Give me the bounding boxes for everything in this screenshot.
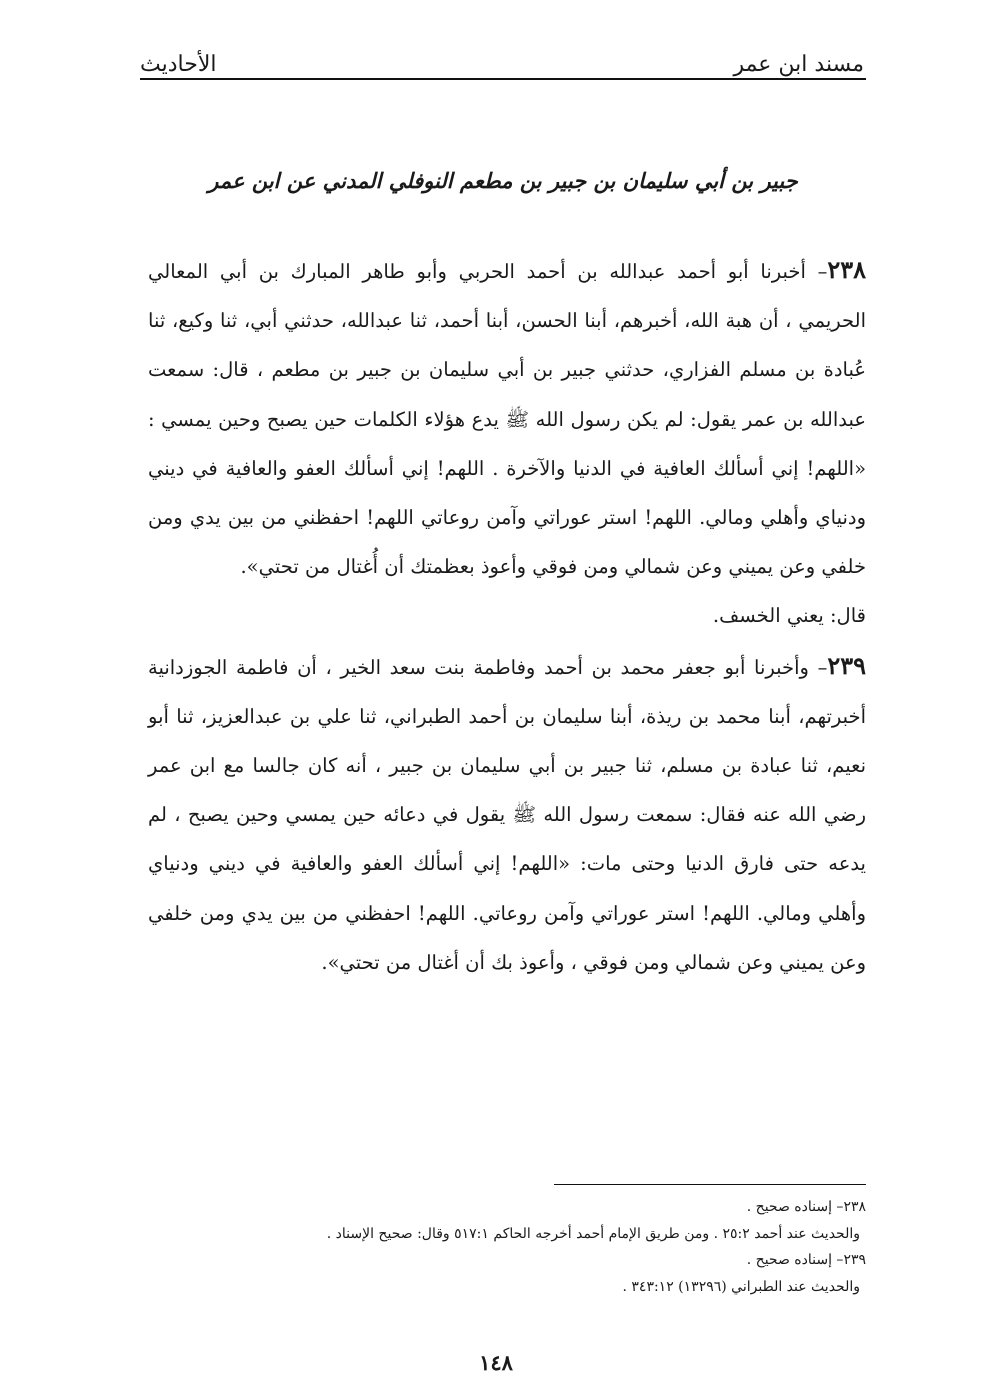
footnote-rule (554, 1184, 866, 1185)
footnote-239-source: والحديث عند الطبراني (١٣٢٩٦) ٣٤٣:١٢ . (622, 1278, 860, 1295)
hadith-text: – وأخبرنا أبو جعفر محمد بن أحمد وفاطمة بنت سعد الخير ، أن فاطمة الجوزدانية أخبرتهم، أبنا محمد بن ريذة، أبنا سليمان بن أحمد الطبراني، ثنا علي بن عبدالعزيز، ثنا أبو نعيم، ثنا عبادة بن مسلم، ثنا جبير بن أبي سليمان بن جبير ، أنه كان جالسا مع ابن عمر رضي الله عنه فقال: سمعت رسول الله ﷺ يقول في دعائه حين يمسي وحين يصبح ، لم يدعه حتى فارق الدنيا وحتى مات: «اللهم! إني أسألك العفو والعافية في ديني ودنياي وأهلي ومالي. اللهم! استر عوراتي وآمن روعاتي. اللهم! احفظني من بين يدي ومن خلفي وعن يميني وعن شمالي ومن فوقي ، وأعوذ بك أن أغتال من تحتي». (148, 655, 866, 974)
page-number: ١٤٨ (479, 1350, 513, 1375)
hadith-number: ٢٣٨ (827, 255, 866, 284)
book-title: مسند ابن عمر (733, 52, 864, 77)
footnote-238-source: والحديث عند أحمد ٢٥:٢ . ومن طريق الإمام أحمد أخرجه الحاكم ٥١٧:١ وقال: صحيح الإسناد . (326, 1225, 860, 1242)
header-rule (140, 78, 866, 80)
hadith-239 (148, 641, 866, 987)
footnote-239-grade: ٢٣٩– إسناده صحيح . (746, 1252, 866, 1268)
hadith-note: قال: يعني الخسف. (712, 604, 866, 628)
footnotes (190, 1194, 866, 1300)
main-text (148, 245, 866, 987)
section-title: الأحاديث (140, 52, 217, 77)
running-header (140, 36, 864, 76)
chapter-title: جبير بن أبي سليمان بن جبير بن مطعم النوفلي المدني عن ابن عمر (208, 168, 798, 193)
footnote-238-grade: ٢٣٨– إسناده صحيح . (746, 1199, 866, 1215)
hadith-238 (148, 245, 866, 591)
hadith-text: – أخبرنا أبو أحمد عبدالله بن أحمد الحربي وأبو طاهر المبارك بن أبي المعالي الحريمي ، أن هبة الله، أخبرهم، أبنا الحسن، أبنا أحمد، ثنا عبدالله، حدثني أبي، ثنا وكيع، ثنا عُبادة بن مسلم الفزاري، حدثني جبير بن أبي سليمان بن جبير بن مطعم ، قال: سمعت عبدالله بن عمر يقول: لم يكن رسول الله ﷺ يدع هؤلاء الكلمات حين يصبح وحين يمسي : «اللهم! إني أسألك العافية في الدنيا والآخرة . اللهم! إني أسألك العفو والعافية في ديني ودنياي وأهلي ومالي. اللهم! استر عوراتي وآمن روعاتي اللهم! احفظني من بين يدي ومن خلفي وعن يميني وعن شمالي ومن فوقي وأعوذ بعظمتك أن أُغتال من تحتي». (148, 260, 866, 579)
hadith-number: ٢٣٩ (827, 650, 866, 680)
